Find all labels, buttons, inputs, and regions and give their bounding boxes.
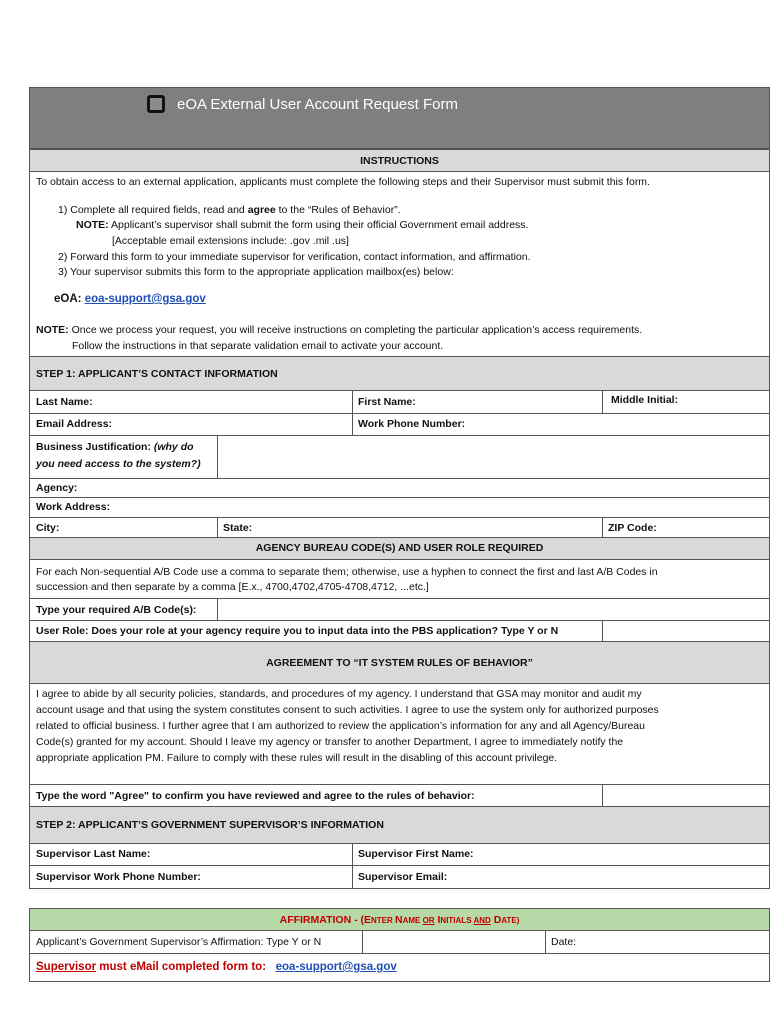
name-row — [29, 391, 770, 414]
first-name-label: First Name: — [358, 396, 416, 408]
justification-why: (why do — [153, 441, 194, 453]
agreement-line-3: related to official business. I further agree that I am authorized to review the application’s information for any and all Agency/Bureau — [36, 720, 645, 732]
supervisor-last-name-label: Supervisor Last Name: — [36, 848, 151, 860]
affirmation-date-label: Date: — [551, 936, 577, 948]
supervisor-contact-row — [29, 866, 770, 889]
note1-label: NOTE: — [76, 219, 109, 231]
agreement-line-1: I agree to abide by all security policies, standards, and procedures of my agency. I understand that GSA may monitor and audit my — [36, 688, 642, 700]
agree-confirm-row — [29, 784, 770, 807]
footer-text: must eMail completed form to: — [96, 961, 267, 973]
bureau-instruction-1: For each Non-sequential A/B Code use a comma to separate them; otherwise, use a hyphen to connect the first and last A/B Codes in — [36, 566, 658, 578]
affirmation-field[interactable] — [362, 931, 545, 953]
instruction-step-3: 3) Your supervisor submits this form to the appropriate application mailbox(es) below: — [58, 266, 454, 278]
work-phone-label: Work Phone Number: — [358, 418, 466, 430]
agree-confirm-field[interactable] — [602, 785, 769, 806]
footer-supervisor: Supervisor — [36, 961, 97, 973]
agreement-body — [29, 684, 770, 784]
supervisor-email-field[interactable] — [352, 866, 769, 888]
affirmation-heading-c: N — [394, 914, 403, 926]
affirmation-heading-e: OR — [422, 916, 435, 925]
email-extensions: [Acceptable email extensions include: .gov .mil .us] — [112, 235, 349, 247]
step2-heading: STEP 2: APPLICANT’S GOVERNMENT SUPERVISOR’S INFORMATION — [36, 819, 384, 831]
agree-confirm-label: Type the word "Agree" to confirm you have reviewed and agree to the rules of behavior: — [36, 790, 475, 802]
affirmation-heading-a: AFFIRMATION - (E — [279, 914, 371, 926]
instruction-note-2-cont: Follow the instructions in that separate validation email to activate your account. — [72, 340, 444, 352]
state-label: State: — [223, 522, 253, 534]
supervisor-first-name-label: Supervisor First Name: — [358, 848, 474, 860]
instructions-intro: To obtain access to an external application, applicants must complete the following steps and their Supervisor must submit this form. — [36, 176, 650, 188]
instruction-note-1 — [76, 219, 528, 231]
agency-row[interactable] — [29, 479, 770, 498]
instructions-heading-row — [29, 149, 770, 172]
city-label: City: — [36, 522, 60, 534]
user-role-field[interactable] — [602, 621, 769, 641]
work-address-label: Work Address: — [36, 501, 111, 513]
justification-label — [36, 441, 194, 453]
affirmation-heading-i: D — [490, 914, 502, 926]
eoa-mailbox — [54, 293, 206, 305]
middle-initial-field[interactable] — [602, 391, 769, 413]
step1-text-a: 1) Complete all required fields, read and — [58, 204, 248, 216]
agreement-heading-row — [29, 642, 770, 684]
affirmation-heading-h: AND — [473, 916, 491, 925]
city-row — [29, 518, 770, 538]
step1-agree: agree — [247, 204, 276, 216]
instructions-body — [29, 172, 770, 356]
work-address-row[interactable] — [29, 498, 770, 518]
middle-initial-label: Middle Initial: — [611, 394, 679, 406]
supervisor-email-label: Supervisor Email: — [358, 871, 448, 883]
affirmation-heading-f: I — [434, 914, 441, 926]
email-label: Email Address: — [36, 418, 113, 430]
supervisor-first-name-field[interactable] — [352, 844, 769, 865]
step2-heading-row — [29, 807, 770, 844]
instruction-step-1 — [58, 204, 401, 216]
last-name-label: Last Name: — [36, 396, 93, 408]
instruction-note-2 — [36, 324, 642, 336]
agreement-line-4: Code(s) granted for my account. Should I leave my agency or transfer to another Department, I agree to immediately notify the — [36, 736, 624, 748]
affirmation-heading-j: ATE) — [501, 916, 520, 925]
user-role-row — [29, 621, 770, 642]
justification-field[interactable] — [217, 436, 769, 478]
justification-hint: you need access to the system?) — [36, 458, 201, 470]
instructions-heading: INSTRUCTIONS — [360, 155, 439, 167]
justification-text: Business Justification: — [36, 441, 154, 453]
footer-email-link[interactable]: eoa-support@gsa.gov — [275, 961, 397, 973]
affirmation-label: Applicant’s Government Supervisor’s Affirmation: Type Y or N — [36, 936, 322, 948]
affirmation-row — [29, 931, 770, 954]
bureau-heading-row — [29, 538, 770, 560]
ab-code-row — [29, 598, 770, 621]
zip-label: ZIP Code: — [608, 522, 657, 534]
ab-code-field[interactable] — [217, 599, 769, 620]
step1-heading-row — [29, 356, 770, 391]
bureau-instruction-2: succession and then separate by a comma [E.x., 4700,4702,4705-4708,4712, ...etc.] — [36, 581, 429, 593]
first-name-field[interactable] — [352, 391, 602, 413]
agreement-heading: AGREEMENT TO “IT SYSTEM RULES OF BEHAVIOR” — [266, 657, 533, 669]
affirmation-heading-row — [29, 908, 770, 931]
form-title: eOA External User Account Request Form — [177, 96, 458, 113]
form-checkbox[interactable] — [147, 95, 165, 113]
work-phone-field[interactable] — [352, 414, 769, 435]
agreement-line-2: account usage and that using the system constitutes consent to such activities. I agree to use the system only for authorized purposes — [36, 704, 659, 716]
supervisor-name-row — [29, 844, 770, 866]
footer-instruction — [36, 961, 397, 973]
eoa-label: eOA: — [54, 293, 82, 305]
affirmation-heading-g: NITIALS — [440, 916, 474, 925]
eoa-email-link[interactable]: eoa-support@gsa.gov — [84, 293, 206, 305]
affirmation-heading — [30, 914, 769, 926]
state-field[interactable] — [217, 518, 602, 537]
user-role-label: User Role: Does your role at your agency require you to input data into the PBS application? Type Y or N — [36, 625, 559, 637]
email-row — [29, 414, 770, 436]
form-banner — [29, 87, 770, 149]
note1-text: Applicant’s supervisor shall submit the form using their official Government email address. — [108, 219, 529, 231]
affirmation-heading-d: AME — [402, 916, 423, 925]
affirmation-heading-b: NTER — [370, 916, 395, 925]
note2-text: Once we process your request, you will receive instructions on completing the particular application’s access requirements. — [68, 324, 643, 336]
agency-label: Agency: — [36, 482, 78, 494]
bureau-text-block — [29, 560, 770, 598]
bureau-heading: AGENCY BUREAU CODE(S) AND USER ROLE REQUIRED — [255, 542, 544, 554]
affirmation-date-field[interactable] — [545, 931, 769, 953]
zip-field[interactable] — [602, 518, 769, 537]
agreement-line-5: appropriate application PM. Failure to comply with these rules will result in the disabling of this account privilege. — [36, 752, 558, 764]
ab-code-label: Type your required A/B Code(s): — [36, 604, 197, 616]
step1-text-c: to the “Rules of Behavior”. — [275, 204, 401, 216]
affirmation-footer — [29, 954, 770, 982]
justification-row — [29, 436, 770, 479]
note2-label: NOTE: — [36, 324, 69, 336]
supervisor-phone-label: Supervisor Work Phone Number: — [36, 871, 201, 883]
instruction-step-2: 2) Forward this form to your immediate supervisor for verification, contact information, and affirmation. — [58, 251, 531, 263]
step1-heading: STEP 1: APPLICANT’S CONTACT INFORMATION — [36, 368, 278, 380]
